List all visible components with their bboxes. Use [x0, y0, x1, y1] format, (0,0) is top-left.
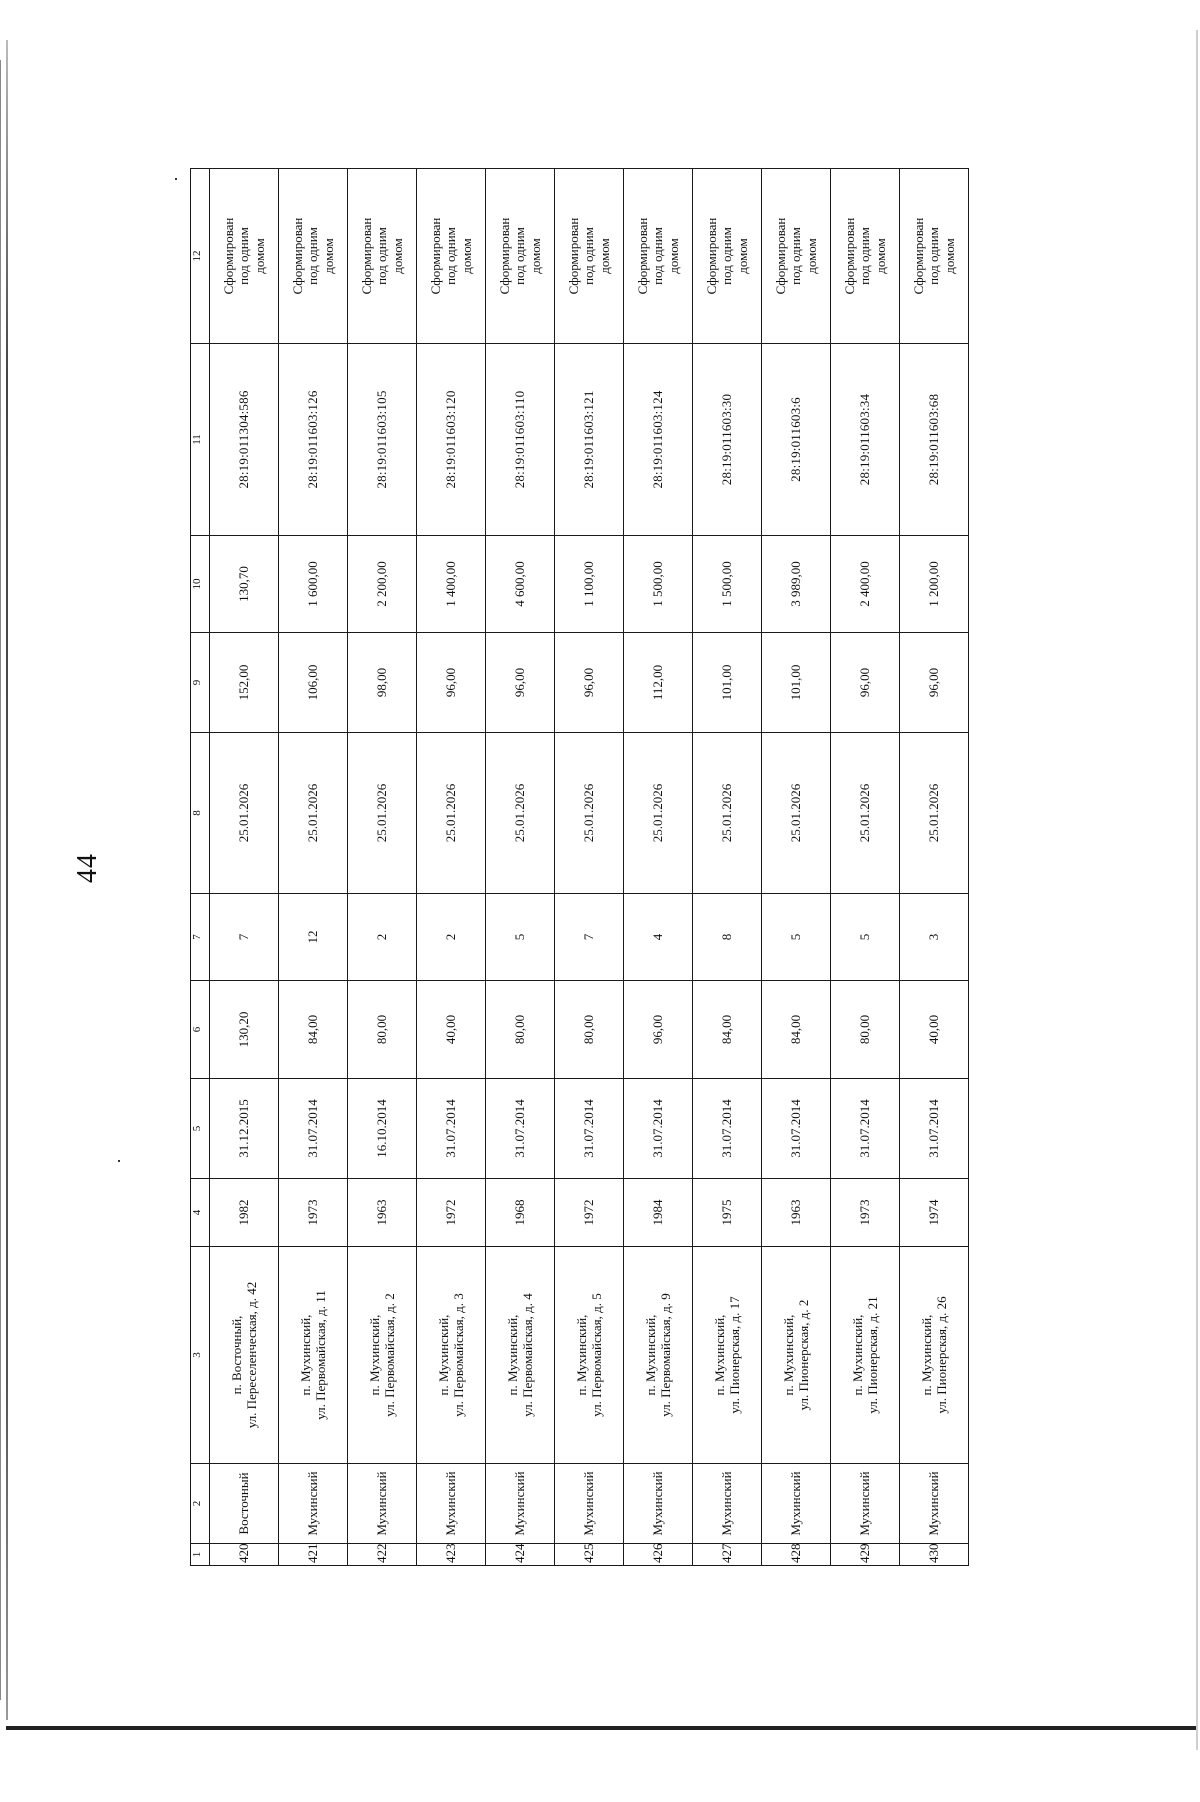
- land-area-cell: 3 989,00: [762, 536, 831, 633]
- build-year-cell: 1982: [210, 1179, 279, 1247]
- area-cell: 40,00: [900, 981, 969, 1079]
- date-cell: 31.07.2014: [693, 1079, 762, 1179]
- date-cell: 31.07.2014: [486, 1079, 555, 1179]
- page-number: 44: [72, 853, 103, 883]
- count-cell: 5: [486, 894, 555, 981]
- land-area-cell: 1 600,00: [279, 536, 348, 633]
- land-area-cell: 130,70: [210, 536, 279, 633]
- table-row: [624, 169, 693, 1566]
- date-cell: 25.01.2026: [624, 733, 693, 894]
- date-cell: 31.07.2014: [762, 1079, 831, 1179]
- address-cell: [762, 1247, 831, 1464]
- row-number: 429: [831, 1544, 900, 1566]
- table-row: [555, 169, 624, 1566]
- settlement-cell: Мухинский: [693, 1464, 762, 1544]
- build-year-cell: 1975: [693, 1179, 762, 1247]
- date-cell: 25.01.2026: [693, 733, 762, 894]
- value-cell: 96,00: [555, 633, 624, 733]
- settlement-cell: Восточный: [210, 1464, 279, 1544]
- count-cell: 7: [210, 894, 279, 981]
- date-cell: 25.01.2026: [210, 733, 279, 894]
- status-line: домом: [251, 238, 267, 274]
- land-area-cell: 2 400,00: [831, 536, 900, 633]
- status-cell: [831, 169, 900, 344]
- cadastral-number-cell: 28:19:011603:120: [417, 344, 486, 536]
- date-cell: 25.01.2026: [900, 733, 969, 894]
- row-number: 423: [417, 1544, 486, 1566]
- cadastral-number-cell: 28:19:011603:105: [348, 344, 417, 536]
- status-line: под одним: [581, 227, 597, 285]
- build-year-cell: 1963: [762, 1179, 831, 1247]
- address-settlement: п. Мухинский,: [711, 1314, 727, 1396]
- date-cell: 25.01.2026: [417, 733, 486, 894]
- column-number: 3: [191, 1247, 210, 1464]
- date-cell: 25.01.2026: [486, 733, 555, 894]
- value-cell: 106,00: [279, 633, 348, 733]
- address-settlement: п. Мухинский,: [642, 1314, 658, 1396]
- count-cell: 8: [693, 894, 762, 981]
- area-cell: 80,00: [831, 981, 900, 1079]
- address-cell: [624, 1247, 693, 1464]
- status-line: Сформирован: [290, 217, 305, 295]
- registry-table: [190, 168, 969, 1566]
- cadastral-number-cell: 28:19:011603:6: [762, 344, 831, 536]
- date-cell: 31.07.2014: [900, 1079, 969, 1179]
- land-area-cell: 1 100,00: [555, 536, 624, 633]
- status-cell: [900, 169, 969, 344]
- row-number: 422: [348, 1544, 417, 1566]
- land-area-cell: 1 200,00: [900, 536, 969, 633]
- address-settlement: п. Мухинский,: [504, 1314, 520, 1396]
- address-street: ул. Пионерская, д. 2: [796, 1299, 811, 1411]
- status-cell: [417, 169, 486, 344]
- status-cell: [210, 169, 279, 344]
- area-cell: 84,00: [279, 981, 348, 1079]
- status-line: Сформирован: [566, 217, 581, 295]
- build-year-cell: 1972: [417, 1179, 486, 1247]
- address-cell: [210, 1247, 279, 1464]
- status-line: под одним: [719, 227, 735, 285]
- settlement-cell: Мухинский: [762, 1464, 831, 1544]
- address-cell: [486, 1247, 555, 1464]
- address-cell: [279, 1247, 348, 1464]
- status-line: домом: [734, 238, 750, 274]
- count-cell: 5: [831, 894, 900, 981]
- status-line: под одним: [857, 227, 873, 285]
- status-line: домом: [527, 238, 543, 274]
- row-number: 420: [210, 1544, 279, 1566]
- address-cell: [693, 1247, 762, 1464]
- address-settlement: п. Мухинский,: [297, 1314, 313, 1396]
- count-cell: 2: [417, 894, 486, 981]
- address-settlement: п. Мухинский,: [918, 1314, 934, 1396]
- land-area-cell: 1 400,00: [417, 536, 486, 633]
- build-year-cell: 1974: [900, 1179, 969, 1247]
- value-cell: 96,00: [831, 633, 900, 733]
- date-cell: 25.01.2026: [555, 733, 624, 894]
- address-street: ул. Первомайская, д. 9: [658, 1293, 673, 1417]
- address-street: ул. Первомайская, д. 5: [589, 1293, 604, 1417]
- address-settlement: п. Восточный,: [228, 1315, 244, 1395]
- status-line: под одним: [512, 227, 528, 285]
- status-line: домом: [872, 238, 888, 274]
- date-cell: 25.01.2026: [348, 733, 417, 894]
- address-cell: [348, 1247, 417, 1464]
- land-area-cell: 2 200,00: [348, 536, 417, 633]
- status-cell: [486, 169, 555, 344]
- area-cell: 80,00: [555, 981, 624, 1079]
- build-year-cell: 1963: [348, 1179, 417, 1247]
- row-number: 427: [693, 1544, 762, 1566]
- status-line: под одним: [443, 227, 459, 285]
- column-number: 9: [191, 633, 210, 733]
- date-cell: 25.01.2026: [279, 733, 348, 894]
- column-number: 2: [191, 1464, 210, 1544]
- cadastral-number-cell: 28:19:011603:121: [555, 344, 624, 536]
- status-line: домом: [389, 238, 405, 274]
- column-number: 6: [191, 981, 210, 1079]
- cadastral-number-cell: 28:19:011304:586: [210, 344, 279, 536]
- address-street: ул. Пионерская, д. 26: [934, 1296, 949, 1414]
- address-settlement: п. Мухинский,: [573, 1314, 589, 1396]
- status-line: домом: [458, 238, 474, 274]
- status-line: под одним: [650, 227, 666, 285]
- count-cell: 2: [348, 894, 417, 981]
- build-year-cell: 1972: [555, 1179, 624, 1247]
- status-cell: [348, 169, 417, 344]
- area-cell: 84,00: [693, 981, 762, 1079]
- status-line: домом: [320, 238, 336, 274]
- status-cell: [693, 169, 762, 344]
- row-number: 424: [486, 1544, 555, 1566]
- status-line: Сформирован: [497, 217, 512, 295]
- row-number: 430: [900, 1544, 969, 1566]
- date-cell: 31.07.2014: [831, 1079, 900, 1179]
- area-cell: 80,00: [486, 981, 555, 1079]
- settlement-cell: Мухинский: [417, 1464, 486, 1544]
- value-cell: 101,00: [693, 633, 762, 733]
- address-settlement: п. Мухинский,: [366, 1314, 382, 1396]
- address-cell: [555, 1247, 624, 1464]
- table-row: [279, 169, 348, 1566]
- address-settlement: п. Мухинский,: [849, 1314, 865, 1396]
- date-cell: 25.01.2026: [831, 733, 900, 894]
- status-cell: [279, 169, 348, 344]
- value-cell: 152,00: [210, 633, 279, 733]
- value-cell: 96,00: [417, 633, 486, 733]
- column-number: 10: [191, 536, 210, 633]
- status-line: домом: [941, 238, 957, 274]
- count-cell: 5: [762, 894, 831, 981]
- status-line: домом: [665, 238, 681, 274]
- status-line: Сформирован: [704, 217, 719, 295]
- settlement-cell: Мухинский: [348, 1464, 417, 1544]
- column-number: 8: [191, 733, 210, 894]
- column-number-row: [191, 169, 210, 1566]
- status-line: Сформирован: [911, 217, 926, 295]
- address-cell: [900, 1247, 969, 1464]
- land-area-cell: 4 600,00: [486, 536, 555, 633]
- build-year-cell: 1973: [279, 1179, 348, 1247]
- land-area-cell: 1 500,00: [693, 536, 762, 633]
- table-row: [210, 169, 279, 1566]
- date-cell: 31.07.2014: [417, 1079, 486, 1179]
- settlement-cell: Мухинский: [279, 1464, 348, 1544]
- column-number: 11: [191, 344, 210, 536]
- value-cell: 112,00: [624, 633, 693, 733]
- settlement-cell: Мухинский: [624, 1464, 693, 1544]
- count-cell: 12: [279, 894, 348, 981]
- value-cell: 96,00: [486, 633, 555, 733]
- status-cell: [762, 169, 831, 344]
- cadastral-number-cell: 28:19:011603:126: [279, 344, 348, 536]
- status-line: под одним: [374, 227, 390, 285]
- date-cell: 31.07.2014: [624, 1079, 693, 1179]
- date-cell: 16.10.2014: [348, 1079, 417, 1179]
- build-year-cell: 1973: [831, 1179, 900, 1247]
- cadastral-number-cell: 28:19:011603:34: [831, 344, 900, 536]
- count-cell: 4: [624, 894, 693, 981]
- settlement-cell: Мухинский: [486, 1464, 555, 1544]
- cadastral-number-cell: 28:19:011603:124: [624, 344, 693, 536]
- settlement-cell: Мухинский: [831, 1464, 900, 1544]
- status-line: Сформирован: [773, 217, 788, 295]
- value-cell: 98,00: [348, 633, 417, 733]
- table-row: [831, 169, 900, 1566]
- date-cell: 31.07.2014: [279, 1079, 348, 1179]
- address-cell: [417, 1247, 486, 1464]
- status-line: Сформирован: [842, 217, 857, 295]
- row-number: 421: [279, 1544, 348, 1566]
- count-cell: 7: [555, 894, 624, 981]
- status-line: под одним: [236, 227, 252, 285]
- address-street: ул. Первомайская, д. 2: [382, 1293, 397, 1417]
- status-line: Сформирован: [359, 217, 374, 295]
- row-number: 426: [624, 1544, 693, 1566]
- column-number: 12: [191, 169, 210, 344]
- row-number: 425: [555, 1544, 624, 1566]
- settlement-cell: Мухинский: [555, 1464, 624, 1544]
- address-cell: [831, 1247, 900, 1464]
- build-year-cell: 1984: [624, 1179, 693, 1247]
- status-cell: [555, 169, 624, 344]
- status-line: Сформирован: [635, 217, 650, 295]
- settlement-cell: Мухинский: [900, 1464, 969, 1544]
- area-cell: 84,00: [762, 981, 831, 1079]
- cadastral-number-cell: 28:19:011603:30: [693, 344, 762, 536]
- row-number: 428: [762, 1544, 831, 1566]
- table-row: [348, 169, 417, 1566]
- address-street: ул. Первомайская, д. 3: [451, 1293, 466, 1417]
- table-row: [693, 169, 762, 1566]
- table-row: [417, 169, 486, 1566]
- status-line: под одним: [926, 227, 942, 285]
- status-line: домом: [803, 238, 819, 274]
- date-cell: 31.12.2015: [210, 1079, 279, 1179]
- cadastral-number-cell: 28:19:011603:110: [486, 344, 555, 536]
- address-street: ул. Первомайская, д. 4: [520, 1293, 535, 1417]
- land-area-cell: 1 500,00: [624, 536, 693, 633]
- status-line: под одним: [788, 227, 804, 285]
- column-number: 7: [191, 894, 210, 981]
- status-line: Сформирован: [221, 217, 236, 295]
- address-street: ул. Первомайская, д. 11: [313, 1290, 328, 1420]
- address-street: ул. Пионерская, д. 21: [865, 1296, 880, 1414]
- value-cell: 101,00: [762, 633, 831, 733]
- date-cell: 25.01.2026: [762, 733, 831, 894]
- address-settlement: п. Мухинский,: [780, 1314, 796, 1396]
- area-cell: 40,00: [417, 981, 486, 1079]
- count-cell: 3: [900, 894, 969, 981]
- status-line: Сформирован: [428, 217, 443, 295]
- table-row: [486, 169, 555, 1566]
- area-cell: 96,00: [624, 981, 693, 1079]
- build-year-cell: 1968: [486, 1179, 555, 1247]
- table-body: [210, 169, 969, 1566]
- address-settlement: п. Мухинский,: [435, 1314, 451, 1396]
- date-cell: 31.07.2014: [555, 1079, 624, 1179]
- status-line: под одним: [305, 227, 321, 285]
- column-number: 1: [191, 1544, 210, 1566]
- area-cell: 130,20: [210, 981, 279, 1079]
- status-cell: [624, 169, 693, 344]
- value-cell: 96,00: [900, 633, 969, 733]
- column-number: 5: [191, 1079, 210, 1179]
- column-number: 4: [191, 1179, 210, 1247]
- table-row: [762, 169, 831, 1566]
- address-street: ул. Пионерская, д. 17: [727, 1296, 742, 1414]
- area-cell: 80,00: [348, 981, 417, 1079]
- cadastral-number-cell: 28:19:011603:68: [900, 344, 969, 536]
- address-street: ул. Переселенческая, д. 42: [244, 1281, 259, 1429]
- table-row: [900, 169, 969, 1566]
- status-line: домом: [596, 238, 612, 274]
